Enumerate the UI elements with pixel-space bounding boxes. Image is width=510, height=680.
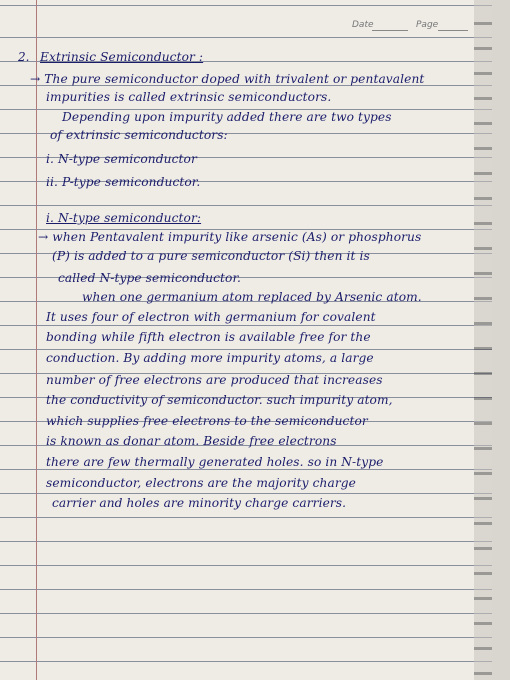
list-item: ii. P-type semiconductor. <box>46 175 201 189</box>
heading-extrinsic: Extrinsic Semiconductor : <box>40 50 204 64</box>
text-line: number of free electrons are produced that increases <box>46 373 383 387</box>
text-line: there are few thermally generated holes. so in N-type <box>46 455 384 469</box>
page-line <box>438 30 468 31</box>
text-line: of extrinsic semiconductors: <box>50 128 228 142</box>
date-line <box>372 30 408 31</box>
binding-edge <box>474 0 492 680</box>
text-line: (P) is added to a pure semiconductor (Si) then it is <box>52 249 370 263</box>
page-label: Page <box>416 20 439 30</box>
date-label: Date <box>352 20 374 30</box>
list-item: i. N-type semiconductor <box>46 152 197 166</box>
text-line: called N-type semiconductor. <box>58 271 242 285</box>
text-line: conduction. By adding more impurity atoms, a large <box>46 351 374 365</box>
text-line: semiconductor, electrons are the majority charge <box>46 476 356 490</box>
margin-line <box>36 0 37 680</box>
text-line: impurities is called extrinsic semiconductors. <box>46 90 332 104</box>
text-line: the conductivity of semiconductor. such impurity atom, <box>46 393 393 407</box>
text-line: bonding while fifth electron is available free for the <box>46 330 371 344</box>
text-line: when one germanium atom replaced by Arsenic atom. <box>82 290 422 304</box>
text-line: which supplies free electrons to the semiconductor <box>46 414 368 428</box>
text-line: → The pure semiconductor doped with trivalent or pentavalent <box>30 72 425 86</box>
text-line: Depending upon impurity added there are two types <box>62 110 392 124</box>
text-line: is known as donar atom. Beside free electrons <box>46 434 337 448</box>
text-line: It uses four of electron with germanium for covalent <box>46 310 376 324</box>
text-line: carrier and holes are minority charge carriers. <box>52 496 347 510</box>
section-number: 2. <box>18 50 30 64</box>
text-line: → when Pentavalent impurity like arsenic (As) or phosphorus <box>38 230 422 244</box>
heading-n-type: i. N-type semiconductor: <box>46 211 202 225</box>
